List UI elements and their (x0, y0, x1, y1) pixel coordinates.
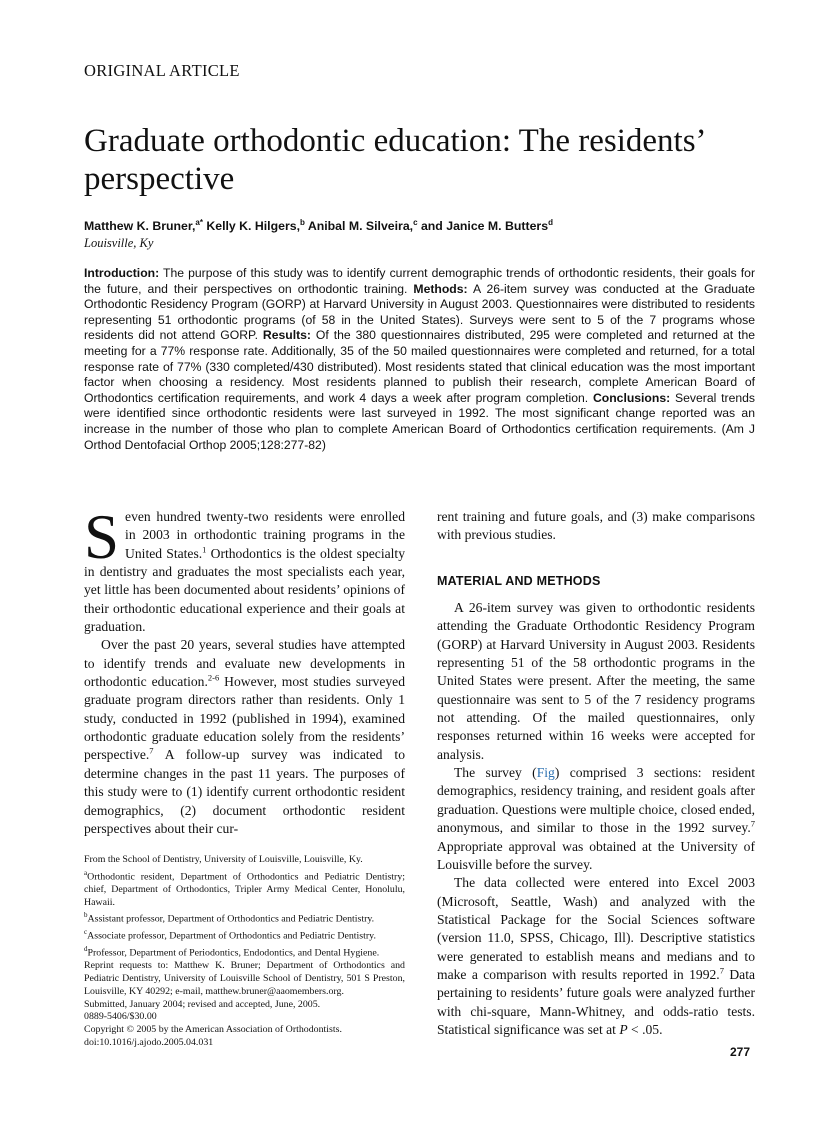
footnote-mark: c (84, 928, 88, 937)
author-name: and Janice M. Butters (417, 219, 549, 234)
footnote-mark: b (84, 911, 88, 920)
body-paragraph (437, 764, 755, 874)
abstract-label-introduction: Introduction: (84, 266, 160, 280)
abstract (84, 266, 755, 453)
page-number: 277 (730, 1045, 751, 1059)
section-label: ORIGINAL ARTICLE (84, 61, 240, 80)
author-name: Kelly K. Hilgers, (202, 219, 300, 234)
body-text: Appropriate approval was obtained at the University of Louisville before the survey. (437, 838, 755, 872)
footnote-text: doi:10.1016/j.ajodo.2005.04.031 (84, 1036, 214, 1048)
author-affiliation-mark: a* (195, 218, 203, 227)
author-affiliation-mark: b (299, 218, 305, 227)
footnote-text: Professor, Department of Periodontics, Endodontics, and Dental Hygiene. (87, 947, 380, 959)
citation-superscript[interactable]: 7 (149, 745, 154, 756)
author-affiliation-mark: c (413, 218, 418, 227)
abstract-label-conclusions: Conclusions: (592, 390, 671, 405)
footnote-mark: d (84, 945, 88, 954)
footnote-text: Orthodontic resident, Department of Orthodontics and Pediatric Dentistry; chief, Department of Orthodontics, Tripler Army Medical Center, Honolulu, Hawaii. (84, 871, 405, 908)
author-list (84, 218, 553, 233)
footnote (84, 1011, 405, 1024)
footnote (84, 1037, 405, 1050)
footnote (84, 943, 405, 960)
body-text: Orthodontics is the oldest specialty in dentistry and graduates the most specialists each year, yet little has been documented about residents’ opinions of their orthodontic educational experience and their goals at graduation. (84, 545, 405, 635)
citation-superscript[interactable]: 7 (719, 965, 724, 976)
body-paragraph (84, 636, 405, 838)
body-text: Data pertaining to residents’ future goals were analyzed further with chi-square, Mann-Whitney, and odds-ratio tests. Statistical significance was set at (437, 966, 755, 1037)
drop-cap: S (84, 502, 120, 572)
footnote (84, 1024, 405, 1037)
abstract-text: A 26-item survey was conducted at the Graduate Orthodontic Residency Program (GORP) at Harvard University in August 2003. Questionnaires were distributed to residents representing 51 orthodontic programs (of 58 in the United States). Surveys were sent to 5 of the 7 programs whose residents did not attend GORP. (84, 281, 755, 343)
author-location: Louisville, Ky (84, 236, 154, 250)
footnote-text: 0889-5406/$30.00 (84, 1011, 157, 1023)
footnote (84, 854, 405, 867)
body-column-left (84, 502, 405, 838)
footnote-text: Submitted, January 2004; revised and accepted, June, 2005. (84, 998, 321, 1010)
body-text: However, most studies surveyed graduate program directors rather than residents. Only 1 study, conducted in 1992 (published in 1994), examined orthodontic graduate education solely from the residents’ perspective. (84, 674, 405, 763)
body-text: rent training and future goals, and (3) make comparisons with previous studies. (437, 509, 755, 543)
body-text: Over the past 20 years, several studies have attempted to identify trends and evaluate new developments in orthodontic education. (84, 637, 405, 690)
footnote-text: From the School of Dentistry, University of Louisville, Louisville, Ky. (84, 854, 363, 865)
footnote (84, 960, 405, 998)
section-heading: MATERIAL AND METHODS (437, 573, 601, 588)
footnote (84, 926, 405, 943)
footnote-text: Reprint requests to: Matthew K. Bruner; Department of Orthodontics and Pediatric Dentistry, University of Louisville School of Dentistry, 501 S Preston, Louisville, KY 40292; e-mail, matthew.bruner@aaomembers.org. (84, 960, 405, 997)
abstract-label-results: Results: (262, 328, 311, 343)
author-affiliation-mark: d (548, 218, 553, 227)
body-text: A 26-item survey was given to orthodontic residents attending the Graduate Orthodontic Residency Program (GORP) at Harvard University in August 2003. Residents representing 51 of the 58 orthodontic programs in the United States were present. After the meeting, the same questionnaire was sent to 5 of the 7 residency programs not attending. Of the mailed questionnaires, only responses returned within 16 weeks were accepted for analysis. (437, 600, 755, 762)
body-paragraph (84, 502, 405, 636)
body-paragraph (437, 599, 755, 764)
author-name: Anibal M. Silveira, (304, 219, 414, 234)
figure-link[interactable]: Fig (536, 765, 555, 781)
footnote (84, 909, 405, 926)
body-text: The data collected were entered into Excel 2003 (Microsoft, Seattle, Wash) and analyzed with the Statistical Package for the Social Sciences software (version 11.0, SPSS, Chicago, Ill). Descriptive statistics were generated to establish means and medians and to make a comparison with results reported in 1992. (437, 875, 755, 982)
citation-superscript[interactable]: 1 (202, 544, 207, 555)
body-text: < .05. (627, 1021, 663, 1037)
footnote (84, 999, 405, 1012)
footnote-mark: a (84, 868, 88, 877)
abstract-text: Of the 380 questionnaires distributed, 295 were completed and returned at the meeting for a 77% response rate. Additionally, 35 of the 50 mailed questionnaires were completed and returned, for a total response rate of 77% (330 completed/430 distributed). Most residents stated that clinical education was the most important factor when choosing a residency. Most residents planned to publish their research, complete American Board of Orthodontics certification requirements, and work 4 days a week after program completion. (84, 328, 755, 405)
abstract-text: The purpose of this study was to identify current demographic trends of orthodontic residents, their goals for the future, and their perspectives on orthodontic training. (84, 266, 755, 296)
citation-superscript[interactable]: 2-6 (207, 672, 220, 683)
footnote-text: Assistant professor, Department of Orthodontics and Pediatric Dentistry. (87, 913, 375, 925)
footnote (84, 867, 405, 910)
abstract-text: Several trends were identified since orthodontic residents were last surveyed in 1992. The most significant change reported was an increase in the number of those who plan to complete American Board of Orthodontics certification requirements. (Am J Orthod Dentofacial Orthop 2005;128:277-82) (84, 390, 756, 452)
article-title: Graduate orthodontic education: The residents’ perspective (84, 123, 705, 197)
abstract-label-methods: Methods: (413, 281, 468, 296)
body-text: A follow-up survey was indicated to determine changes in the past 11 years. The purposes of this study were to (1) identify current orthodontic resident demographics, (2) document orthodontic resident perspectives about their cur- (84, 747, 405, 836)
body-text: even hundred twenty-two residents were enrolled in 2003 in orthodontic training programs in the United States. (125, 509, 405, 561)
body-column-right (437, 508, 755, 1039)
footnotes (84, 854, 405, 1050)
citation-superscript[interactable]: 7 (750, 818, 755, 829)
author-name: Matthew K. Bruner, (84, 219, 196, 234)
footnote-text: Copyright © 2005 by the American Association of Orthodontists. (84, 1024, 342, 1036)
body-text: ) comprised 3 sections: resident demographics, residency training, and resident goals after graduation. Questions were multiple choice, closed ended, anonymous, and similar to those in the 1992 survey. (437, 765, 755, 836)
italic-text: P (619, 1021, 628, 1037)
body-paragraph (437, 874, 755, 1039)
body-paragraph (437, 508, 755, 545)
footnote-text: Associate professor, Department of Orthodontics and Pediatric Dentistry. (87, 930, 376, 942)
body-text: The survey ( (454, 765, 537, 781)
